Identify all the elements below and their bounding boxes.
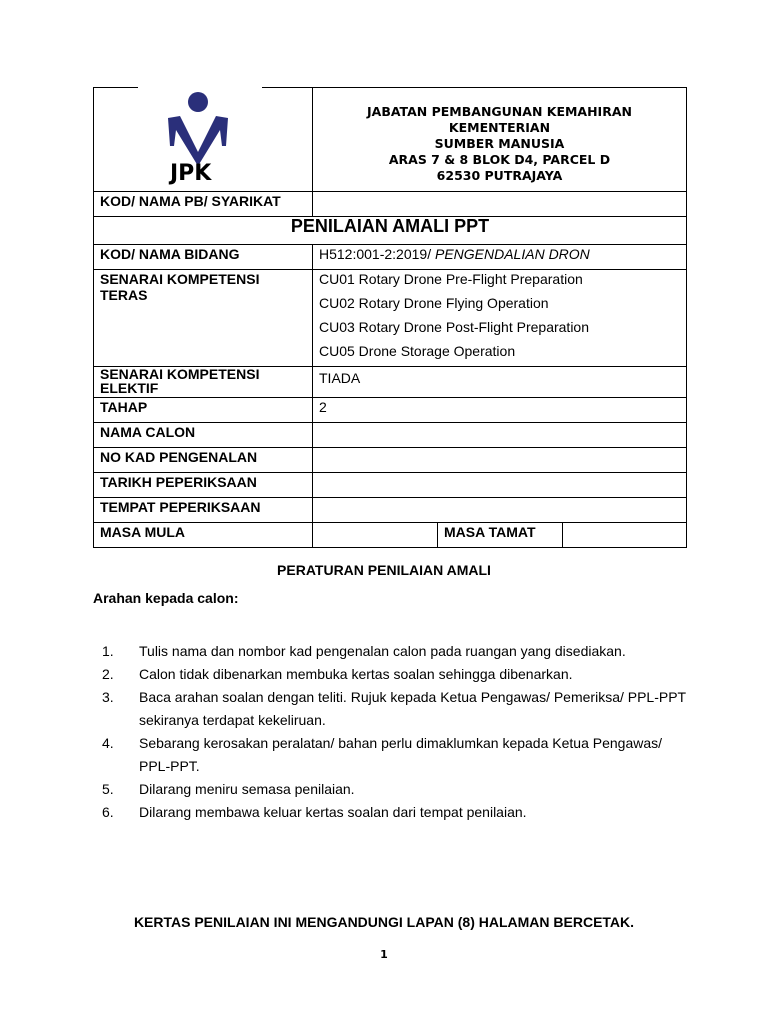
jpk-logo — [160, 88, 240, 191]
rule-text: Tulis nama dan nombor kad pengenalan calon pada ruangan yang disediakan. — [139, 643, 626, 659]
masa-tamat-field[interactable] — [563, 523, 687, 548]
teras-label: SENARAI KOMPETENSI TERAS — [94, 270, 313, 367]
bidang-label: KOD/ NAMA BIDANG — [94, 245, 313, 270]
bidang-value — [313, 245, 687, 270]
rule-text: Baca arahan soalan dengan teliti. Rujuk kepada Ketua Pengawas/ Pemeriksa/ PPL-PPT sekiranya terdapat kekeliruan. — [139, 689, 686, 728]
elektif-label: SENARAI KOMPETENSI ELEKTIF — [94, 367, 313, 398]
list-item — [93, 640, 693, 663]
list-item — [93, 778, 693, 801]
logo-text: JPK — [170, 161, 212, 186]
no-kad-field[interactable] — [313, 448, 687, 473]
rule-number: 4. — [102, 735, 114, 751]
rules-list — [93, 640, 693, 824]
rule-number: 1. — [102, 643, 114, 659]
rules-title: PERATURAN PENILAIAN AMALI — [277, 562, 491, 578]
rule-number: 2. — [102, 666, 114, 682]
nama-calon-label: NAMA CALON — [94, 423, 313, 448]
exam-header-table — [93, 87, 687, 548]
tempat-label: TEMPAT PEPERIKSAAN — [94, 498, 313, 523]
list-item — [93, 732, 693, 778]
rule-number: 3. — [102, 689, 114, 705]
rule-text: Dilarang meniru semasa penilaian. — [139, 781, 355, 797]
org-line-1: JABATAN PEMBANGUNAN KEMAHIRAN KEMENTERIAN — [367, 104, 632, 135]
rule-number: 6. — [102, 804, 114, 820]
no-kad-label: NO KAD PENGENALAN — [94, 448, 313, 473]
page-number: 1 — [380, 948, 388, 961]
elektif-value: TIADA — [313, 367, 687, 398]
page-count-note: KERTAS PENILAIAN INI MENGANDUNGI LAPAN (8) HALAMAN BERCETAK. — [133, 914, 635, 930]
teras-item: CU03 Rotary Drone Post-Flight Preparation — [319, 319, 590, 335]
org-line-3: ARAS 7 & 8 BLOK D4, PARCEL D — [388, 152, 611, 167]
tarikh-field[interactable] — [313, 473, 687, 498]
tahap-label: TAHAP — [94, 398, 313, 423]
bidang-name: PENGENDALIAN DRON — [434, 246, 590, 262]
teras-item: CU05 Drone Storage Operation — [319, 343, 516, 359]
org-line-4: 62530 PUTRAJAYA — [436, 168, 563, 183]
instructions-heading: Arahan kepada calon: — [93, 590, 239, 606]
masa-mula-label: MASA MULA — [94, 523, 313, 548]
list-item — [93, 801, 693, 824]
tempat-field[interactable] — [313, 498, 687, 523]
list-item — [93, 663, 693, 686]
rule-text: Sebarang kerosakan peralatan/ bahan perlu dimaklumkan kepada Ketua Pengawas/ PPL-PPT. — [139, 735, 663, 774]
kod-pb-label: KOD/ NAMA PB/ SYARIKAT — [94, 192, 313, 217]
tarikh-label: TARIKH PEPERIKSAAN — [94, 473, 313, 498]
organization-address — [313, 88, 687, 192]
bidang-code: H512:001-2:2019/ — [319, 246, 432, 262]
nama-calon-field[interactable] — [313, 423, 687, 448]
rule-text: Dilarang membawa keluar kertas soalan dari tempat penilaian. — [139, 804, 527, 820]
teras-item: CU02 Rotary Drone Flying Operation — [319, 295, 549, 311]
masa-mula-field[interactable] — [313, 523, 438, 548]
list-item — [93, 686, 693, 732]
rule-text: Calon tidak dibenarkan membuka kertas soalan sehingga dibenarkan. — [139, 666, 573, 682]
org-line-2: SUMBER MANUSIA — [434, 136, 565, 151]
masa-tamat-label: MASA TAMAT — [438, 523, 563, 548]
kod-pb-field[interactable] — [313, 192, 687, 217]
teras-list — [313, 270, 687, 367]
form-title: PENILAIAN AMALI PPT — [94, 217, 687, 245]
teras-item: CU01 Rotary Drone Pre-Flight Preparation — [319, 271, 583, 287]
logo-cell — [94, 88, 313, 192]
tahap-value: 2 — [313, 398, 687, 423]
rule-number: 5. — [102, 781, 114, 797]
